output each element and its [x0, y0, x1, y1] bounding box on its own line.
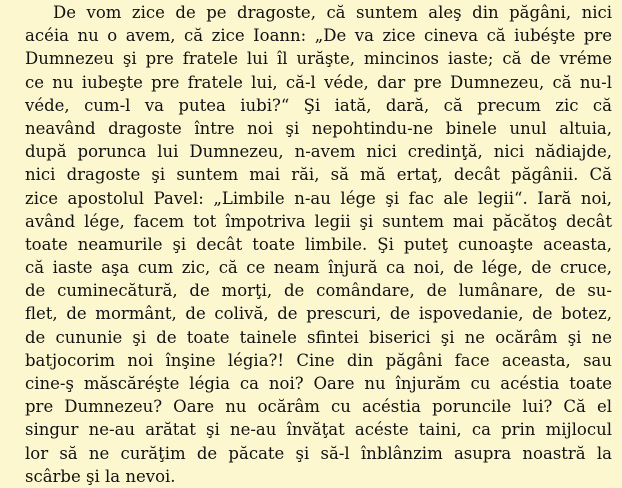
paragraph-line: acéia nu o avem, că zice Ioann: „De va zice cineva că iubéşte pre	[25, 26, 612, 46]
paragraph-line: de cununie şi de toate tainele sfintei biserici şi ne ocărâm şi ne	[25, 327, 612, 347]
paragraph-line: Dumnezeu şi pre fratele lui îl urăşte, mincinos iaste; că de vréme	[25, 49, 612, 69]
paragraph-line: având lége, facem tot împotriva legii şi suntem mai păcătoş decât	[25, 211, 612, 231]
paragraph-line: De vom zice de pe dragoste, că suntem aleş din păgâni, nici	[53, 3, 612, 22]
paragraph-line: singur ne-au arătat şi ne-au învăţat acéste taini, ca prin mijlocul	[25, 420, 612, 440]
paragraph-line: flet, de mormânt, de colivă, de prescuri, de ispovedanie, de botez,	[25, 304, 612, 324]
paragraph-line: după porunca lui Dumnezeu, n-avem nici credinţă, nici nădiajde,	[25, 142, 612, 162]
paragraph-line: cine-ş măscăréşte légia ca noi? Oare nu înjurăm cu acéstia toate	[25, 374, 612, 393]
paragraph-line: nici dragoste şi suntem mai răi, să mă ertaţ, decât păgânii. Că	[25, 165, 612, 185]
paragraph-line: lor să ne curăţim de păcate şi să-l înblânzim asupra noastră la	[25, 443, 612, 463]
paragraph-line: neavând dragoste între noi şi nepohtindu-ne binele unul altuia,	[25, 118, 612, 138]
paragraph-line: véde, cum-l va putea iubi?“ Şi iată, dară, că precum zic că	[25, 95, 612, 115]
paragraph-line: toate neamurile şi decât toate limbile. Şi puteţ cunoaşte aceasta,	[25, 234, 612, 254]
paragraph-line: de cuminecătură, de morţi, de comândare, de lumânare, de su-	[25, 281, 612, 301]
paragraph-line: ce nu iubeşte pre fratele lui, că-l véde, dar pre Dumnezeu, că nu-l	[25, 72, 612, 92]
paragraph-line: pre Dumnezeu? Oare nu ocărâm cu acéstia poruncile lui? Că el	[25, 397, 612, 417]
paragraph-line: că iaste aşa cum zic, că ce neam înjură ca noi, de lége, de cruce,	[25, 258, 612, 278]
paragraph-line: batjocorim noi înşine légia?! Cine din păgâni face aceasta, sau	[25, 350, 612, 370]
paragraph-line: zice apostolul Pavel: „Limbile n-au lége şi fac ale legii“. Iară noi,	[25, 188, 612, 208]
paragraph-line: scârbe şi la nevoi.	[25, 466, 176, 486]
